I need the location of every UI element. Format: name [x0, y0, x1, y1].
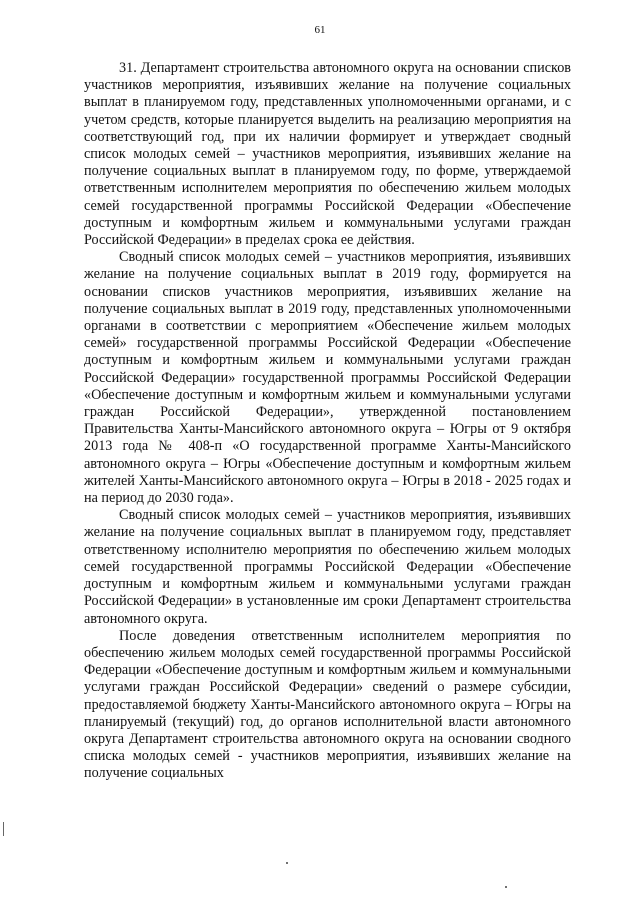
- paragraph: Сводный список молодых семей – участников мероприятия, изъявивших желание на получение социальных выплат в планируемом году, представляет ответственному исполнителю мероприятия по обеспечению жильем молодых семей государственной программы Российской Федерации «Обеспечение доступным и комфортным жильем и коммунальными услугами граждан Российской Федерации» в установленные им сроки Департамент строительства автономного округа.: [84, 507, 571, 627]
- scan-edge-mark: [3, 822, 4, 836]
- paragraph: После доведения ответственным исполнителем мероприятия по обеспечению жильем молодых семей государственной программы Российской Федерации «Обеспечение доступным и комфортным жильем и коммунальными услугами граждан Российской Федерации» сведений о размере субсидии, предоставляемой бюджету Ханты-Мансийского автономного округа – Югры на планируемый (текущий) год, до органов исполнительной власти автономного округа Департамент строительства автономного округа на основании сводного списка молодых семей - участников мероприятия, изъявивших желание на получение социальных: [84, 627, 571, 782]
- scan-artifact-dot: [286, 862, 288, 864]
- scan-artifact-dot: [505, 886, 507, 888]
- paragraph: 31. Департамент строительства автономного округа на основании списков участников мероприятия, изъявивших желание на получение социальных выплат в планируемом году, представленных уполномоченными органами, и с учетом средств, которые планируется выделить на реализацию мероприятия на соответствующий год, при их наличии формирует и утверждает сводный список молодых семей – участников мероприятия, изъявивших желание на получение социальных выплат в планируемом году, по форме, утверждаемой ответственным исполнителем мероприятия по обеспечению жильем молодых семей государственной программы Российской Федерации «Обеспечение доступным и комфортным жильем и коммунальными услугами граждан Российской Федерации» в пределах срока ее действия.: [84, 60, 571, 249]
- page-number: 61: [314, 24, 326, 36]
- paragraph: Сводный список молодых семей – участников мероприятия, изъявивших желание на получение социальных выплат в 2019 году, формируется на основании списков участников мероприятия, изъявивших желание на получение социальных выплат в 2019 году, представленных уполномоченными органами в соответствии с мероприятием «Обеспечение жильем молодых семей» государственной программы Российской Федерации «Обеспечение доступным и комфортным жильем и коммунальными услугами граждан Российской Федерации» государственной программы Российской Федерации «Обеспечение доступным и комфортным жильем и коммунальными услугами граждан Российской Федерации», утвержденной постановлением Правительства Ханты-Мансийского автономного округа – Югры от 9 октября 2013 года № 408-п «О государственной программе Ханты-Мансийского автономного округа – Югры «Обеспечение доступным и комфортным жильем жителей Ханты-Мансийского автономного округа – Югры в 2018 - 2025 годах и на период до 2030 года».: [84, 249, 571, 507]
- document-body: [84, 60, 571, 783]
